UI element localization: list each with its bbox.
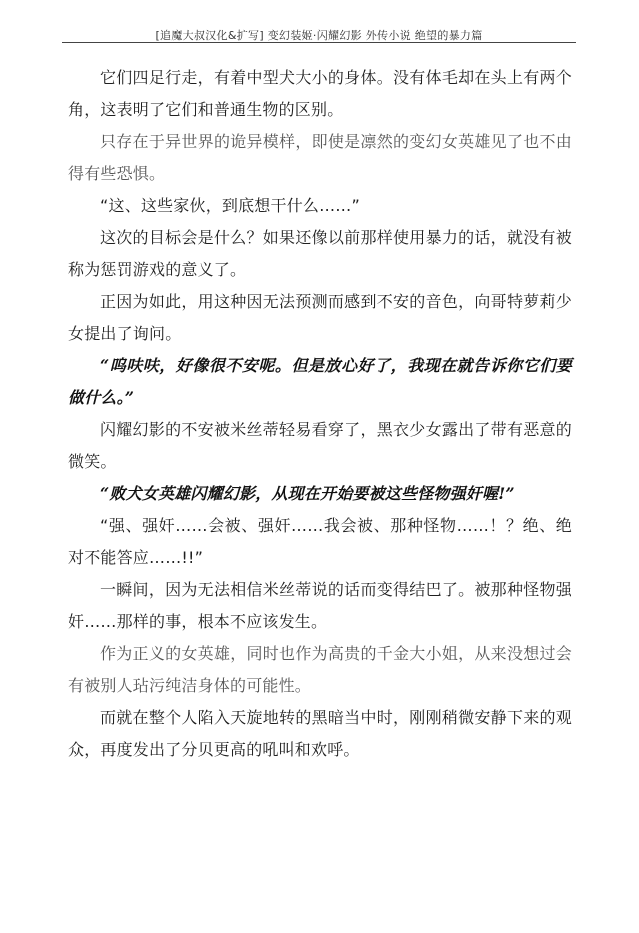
dialogue-line: “这、这些家伙，到底想干什么……” [100,196,360,215]
paragraph: 而就在整个人陷入天旋地转的黑暗当中时，刚刚稍微安静下来的观众，再度发出了分贝更高的吼叫和欢呼。 [68,708,572,759]
emphasized-dialogue: “败犬女英雄闪耀幻影，从现在开始要被这些怪物强奸喔!” [100,484,515,503]
paragraph: 这次的目标会是什么？如果还像以前那样使用暴力的话，就没有被称为惩罚游戏的意义了。 [68,228,572,279]
header-title: [追魔大叔汉化&扩写] 变幻装姬·闪耀幻影 外传小说 绝望的暴力篇 [155,29,483,42]
document-body [68,62,572,766]
page-header [62,24,576,43]
paragraph: 一瞬间，因为无法相信米丝蒂说的话而变得结巴了。被那种怪物强奸……那样的事，根本不应该发生。 [68,580,572,631]
dialogue-line: “强、强奸……会被、强奸……我会被、那种怪物……！？绝、绝对不能答应……!!” [68,516,572,567]
paragraph: 它们四足行走，有着中型犬大小的身体。没有体毛却在头上有两个角，这表明了它们和普通生物的区别。 [68,68,572,119]
emphasized-dialogue: “呜呋呋，好像很不安呢。但是放心好了，我现在就告诉你它们要做什么。” [68,356,572,407]
paragraph: 正因为如此，用这种因无法预测而感到不安的音色，向哥特萝莉少女提出了询问。 [68,292,572,343]
paragraph: 只存在于异世界的诡异模样，即使是凛然的变幻女英雄见了也不由得有些恐惧。 [68,132,572,183]
paragraph: 闪耀幻影的不安被米丝蒂轻易看穿了，黑衣少女露出了带有恶意的微笑。 [68,420,572,471]
paragraph: 作为正义的女英雄，同时也作为高贵的千金大小姐，从来没想过会有被别人玷污纯洁身体的可能性。 [68,644,572,695]
